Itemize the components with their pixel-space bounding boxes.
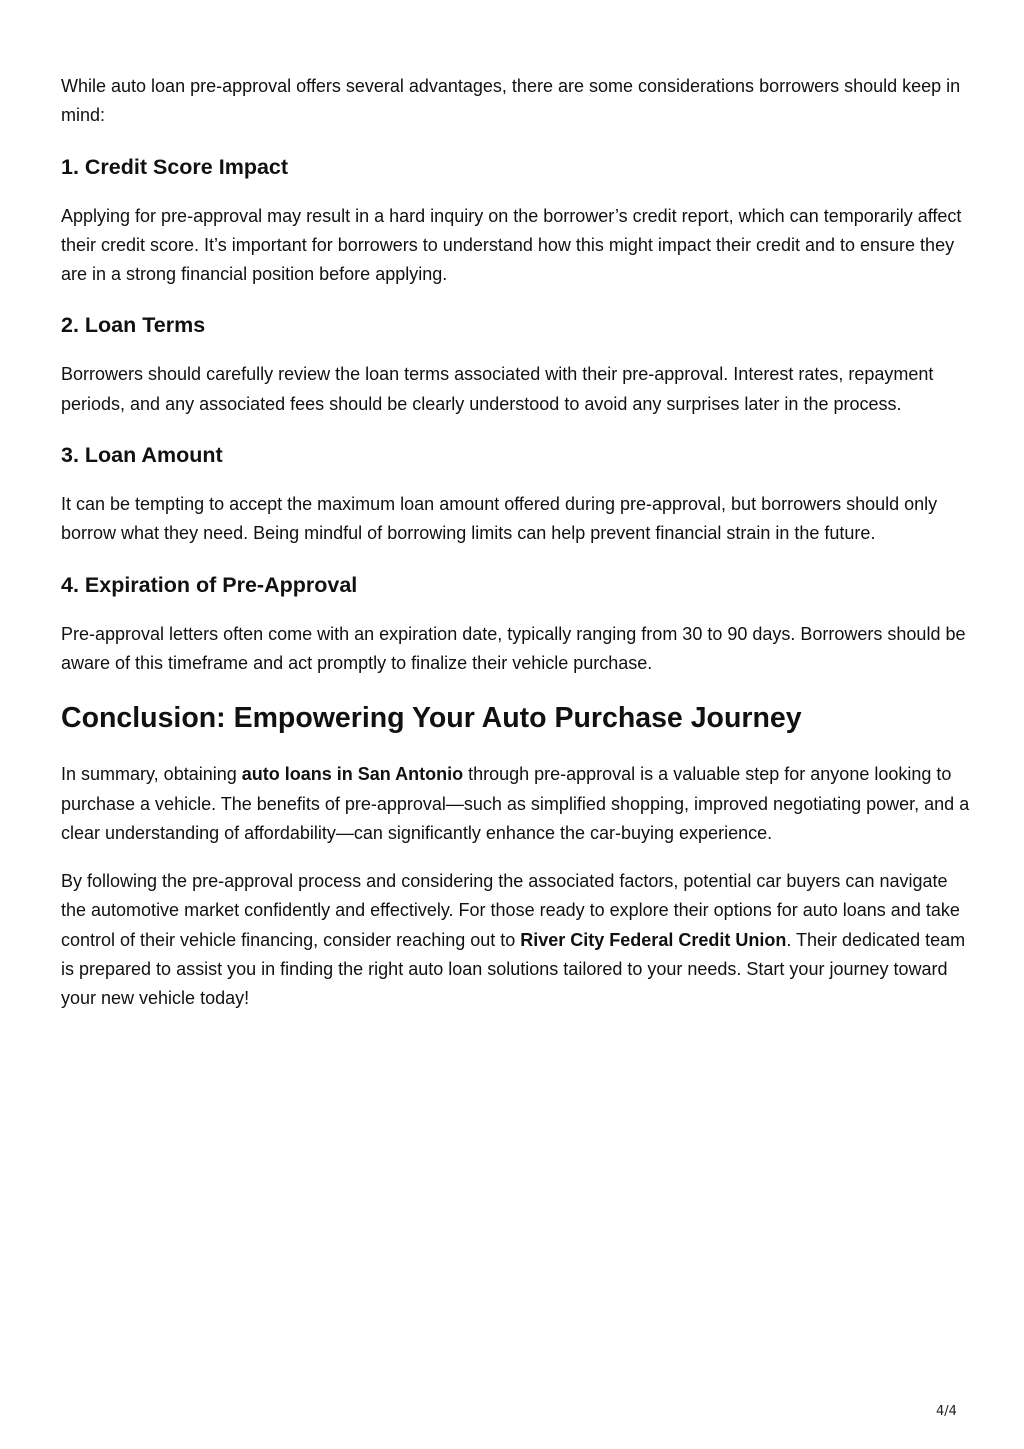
section-body-loan-amount: It can be tempting to accept the maximum loan amount offered during pre-approval, but borrowers should only borrow what they need. Being mindful of borrowing limits can help prevent financial strain in the future. — [61, 494, 938, 544]
section-body-credit-score-impact: Applying for pre-approval may result in a hard inquiry on the borrower’s credit report, which can temporarily affect their credit score. It’s important for borrowers to understand how this might impact their credit and to ensure they are in a strong financial position before applying. — [61, 205, 962, 285]
section-heading-expiration: 4. Expiration of Pre-Approval — [61, 572, 358, 597]
conclusion-heading: Conclusion: Empowering Your Auto Purchase Journey — [61, 702, 802, 735]
conclusion-p2-text-after: . Their dedicated team is prepared to assist you in finding the right auto loan solutions tailored to your needs. Start your journey toward your new vehicle today! — [61, 929, 966, 1009]
section-body-expiration: Pre-approval letters often come with an expiration date, typically ranging from 30 to 90 days. Borrowers should be aware of this timeframe and act promptly to finalize their vehicle purchase. — [61, 623, 966, 673]
conclusion-p2-text-before: By following the pre-approval process and considering the associated factors, potential car buyers can navigate the automotive market confidently and effectively. For those ready to explore their options for auto loans and take control of their vehicle financing, consider reaching out to — [61, 871, 960, 950]
conclusion-p1-bold-keyword: auto loans in San Antonio — [241, 764, 464, 785]
conclusion-paragraph-1 — [61, 760, 971, 848]
conclusion-p1-text-after: through pre-approval is a valuable step for anyone looking to purchase a vehicle. The benefits of pre-approval—such as simplified shopping, improved negotiating power, and a clear understanding of affordability—can significantly enhance the car-buying experience. — [61, 764, 970, 843]
section-heading-loan-amount: 3. Loan Amount — [61, 443, 223, 468]
section-heading-credit-score-impact: 1. Credit Score Impact — [61, 154, 289, 179]
intro-paragraph: While auto loan pre-approval offers several advantages, there are some considerations borrowers should keep in mind: — [61, 76, 961, 126]
section-body-loan-terms: Borrowers should carefully review the loan terms associated with their pre-approval. Interest rates, repayment periods, and any associated fees should be clearly understood to avoid any surprises later in the process. — [61, 364, 934, 414]
conclusion-paragraph-2 — [61, 867, 971, 1013]
section-heading-loan-terms: 2. Loan Terms — [61, 313, 206, 338]
document-page — [61, 70, 971, 1014]
page-number: 4/4 — [936, 1404, 957, 1419]
conclusion-p1-text-before: In summary, obtaining — [61, 764, 242, 785]
conclusion-p2-bold-organization: River City Federal Credit Union — [520, 929, 787, 950]
